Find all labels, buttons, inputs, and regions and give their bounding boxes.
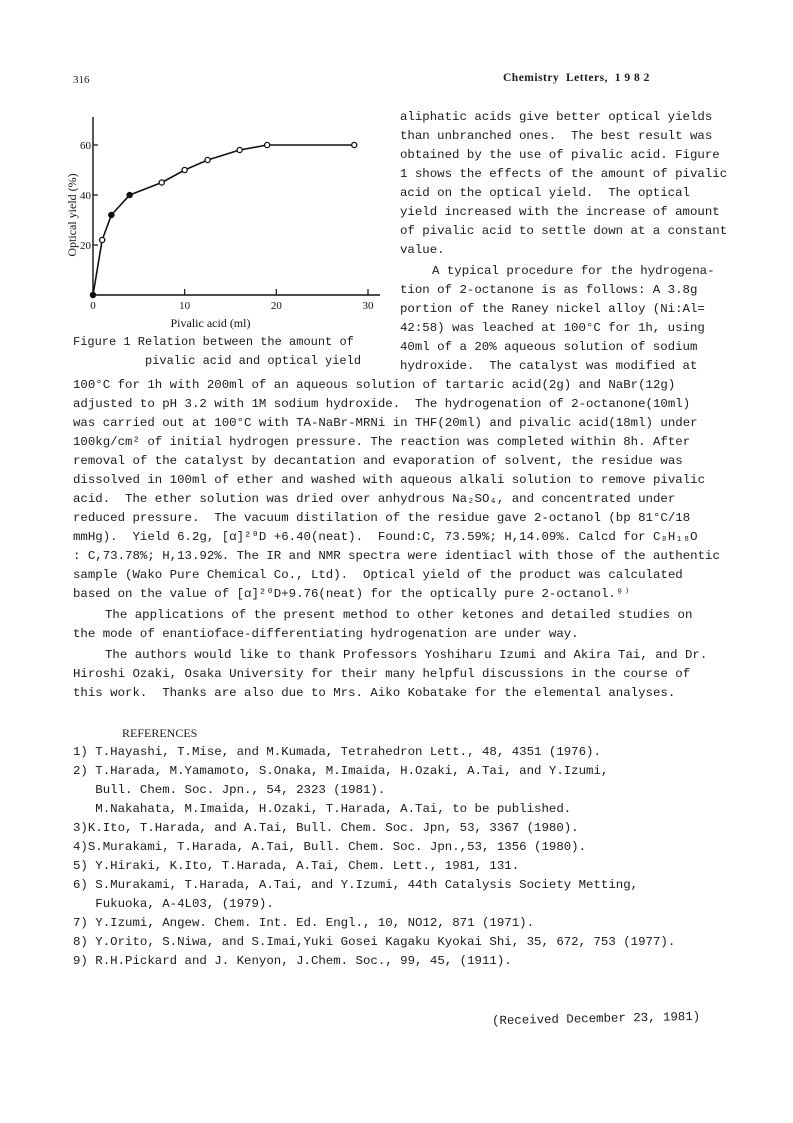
- data-point: [265, 142, 270, 147]
- body-line: reduced pressure. The vacuum distilation of the residue gave 2-octanol (bp 81°C/18: [73, 511, 691, 525]
- reference-line: 5) Y.Hiraki, K.Ito, T.Harada, A.Tai, Chem. Lett., 1981, 131.: [73, 859, 520, 873]
- x-tick-label: 20: [270, 300, 282, 312]
- right-text-line: aliphatic acids give better optical yields: [400, 110, 713, 124]
- right-text-line: 1 shows the effects of the amount of pivalic: [400, 167, 728, 181]
- received-date: (Received December 23, 1981): [491, 1009, 701, 1029]
- reference-line: 7) Y.Izumi, Angew. Chem. Int. Ed. Engl., 10, NO12, 871 (1971).: [73, 916, 535, 930]
- data-point: [182, 167, 187, 172]
- body-line: was carried out at 100°C with TA-NaBr-MRNi in THF(20ml) and pivalic acid(18ml) under: [73, 416, 698, 430]
- right-text-line: of pivalic acid to settle down at a constant: [400, 224, 728, 238]
- figure-caption-line-1: Figure 1 Relation between the amount of: [73, 335, 354, 349]
- body-line: removal of the catalyst by decantation and evaporation of solvent, the residue was: [73, 454, 683, 468]
- series-line: [93, 145, 354, 295]
- body-line: based on the value of [α]²⁰D+9.76(neat) for the optically pure 2-octanol.⁹⁾: [73, 587, 631, 601]
- body-line: 100kg/cm² of initial hydrogen pressure. The reaction was completed within 8h. After: [73, 435, 691, 449]
- x-axis-label: Pivalic acid (ml): [170, 316, 251, 330]
- optical-yield-chart: [60, 110, 390, 335]
- reference-line: 6) S.Murakami, T.Harada, A.Tai, and Y.Izumi, 44th Catalysis Society Metting,: [73, 878, 639, 892]
- body-line: this work. Thanks are also due to Mrs. Aiko Kobatake for the elemental analyses.: [73, 686, 676, 700]
- body-line: the mode of enantioface-differentiating hydrogenation are under way.: [73, 627, 579, 641]
- body-line: : C,73.78%; H,13.92%. The IR and NMR spectra were identiacl with those of the authentic: [73, 549, 720, 563]
- right-text-line: portion of the Raney nickel alloy (Ni:Al=: [400, 302, 705, 316]
- reference-line: 4)S.Murakami, T.Harada, A.Tai, Bull. Chem. Soc. Jpn.,53, 1356 (1980).: [73, 840, 587, 854]
- right-text-line: than unbranched ones. The best result was: [400, 129, 713, 143]
- right-text-line: acid on the optical yield. The optical: [400, 186, 690, 200]
- right-text-line: A typical procedure for the hydrogena-: [432, 264, 715, 278]
- x-tick-label: 10: [179, 300, 191, 312]
- reference-line: 1) T.Hayashi, T.Mise, and M.Kumada, Tetrahedron Lett., 48, 4351 (1976).: [73, 745, 601, 759]
- x-tick-label: 30: [362, 300, 374, 312]
- body-line: acid. The ether solution was dried over anhydrous Na₂SO₄, and concentrated under: [73, 492, 676, 506]
- body-line: sample (Wako Pure Chemical Co., Ltd). Optical yield of the product was calculated: [73, 568, 683, 582]
- data-point: [109, 212, 114, 217]
- reference-line: 2) T.Harada, M.Yamamoto, S.Onaka, M.Imaida, H.Ozaki, A.Tai, and Y.Izumi,: [73, 764, 609, 778]
- figure-caption: [73, 333, 383, 371]
- y-tick-label: 60: [80, 140, 91, 152]
- right-text-line: value.: [400, 243, 445, 257]
- data-point: [352, 142, 357, 147]
- body-line: dissolved in 100ml of ether and washed with aqueous alkali solution to remove pivalic: [73, 473, 706, 487]
- right-text-line: 42:58) was leached at 100°C for 1h, using: [400, 321, 705, 335]
- reference-line: 9) R.H.Pickard and J. Kenyon, J.Chem. Soc., 99, 45, (1911).: [73, 954, 512, 968]
- body-line: 100°C for 1h with 200ml of an aqueous solution of tartaric acid(2g) and NaBr(12g): [73, 378, 676, 392]
- running-head: Chemistry Letters, 1 9 8 2: [503, 72, 650, 84]
- right-text-line: hydroxide. The catalyst was modified at: [400, 359, 698, 373]
- x-tick-label: 0: [90, 300, 96, 312]
- right-text-line: obtained by the use of pivalic acid. Figure: [400, 148, 720, 162]
- reference-line: Bull. Chem. Soc. Jpn., 54, 2323 (1981).: [73, 783, 386, 797]
- y-axis-label: Optical yield (%): [65, 173, 79, 257]
- right-text-line: tion of 2-octanone is as follows: A 3.8g: [400, 283, 698, 297]
- figure-caption-line-2: pivalic acid and optical yield: [145, 354, 362, 368]
- body-line: adjusted to pH 3.2 with 1M sodium hydroxide. The hydrogenation of 2-octanone(10ml): [73, 397, 691, 411]
- data-point: [159, 180, 164, 185]
- reference-line: M.Nakahata, M.Imaida, H.Ozaki, T.Harada, A.Tai, to be published.: [73, 802, 572, 816]
- y-tick-label: 20: [80, 240, 91, 252]
- data-point: [90, 292, 95, 297]
- page-number: 316: [73, 74, 90, 86]
- reference-line: 8) Y.Orito, S.Niwa, and S.Imai,Yuki Gosei Kagaku Kyokai Shi, 35, 672, 753 (1977).: [73, 935, 676, 949]
- body-line: Hiroshi Ozaki, Osaka University for their many helpful discussions in the course of: [73, 667, 691, 681]
- data-point: [127, 192, 132, 197]
- reference-line: Fukuoka, A-4L03, (1979).: [73, 897, 274, 911]
- reference-line: 3)K.Ito, T.Harada, and A.Tai, Bull. Chem. Soc. Jpn, 53, 3367 (1980).: [73, 821, 579, 835]
- right-text-line: yield increased with the increase of amount: [400, 205, 720, 219]
- right-text-line: 40ml of a 20% aqueous solution of sodium: [400, 340, 698, 354]
- references-title: REFERENCES: [122, 726, 198, 740]
- body-line: mmHg). Yield 6.2g, [α]²⁰D +6.40(neat). Found:C, 73.59%; H,14.09%. Calcd for C₈H₁₈O: [73, 530, 698, 544]
- data-point: [205, 157, 210, 162]
- body-line: The authors would like to thank Professors Yoshiharu Izumi and Akira Tai, and Dr.: [105, 648, 708, 662]
- body-line: The applications of the present method to other ketones and detailed studies on: [105, 608, 693, 622]
- data-point: [100, 237, 105, 242]
- data-point: [237, 147, 242, 152]
- y-tick-label: 40: [80, 190, 91, 202]
